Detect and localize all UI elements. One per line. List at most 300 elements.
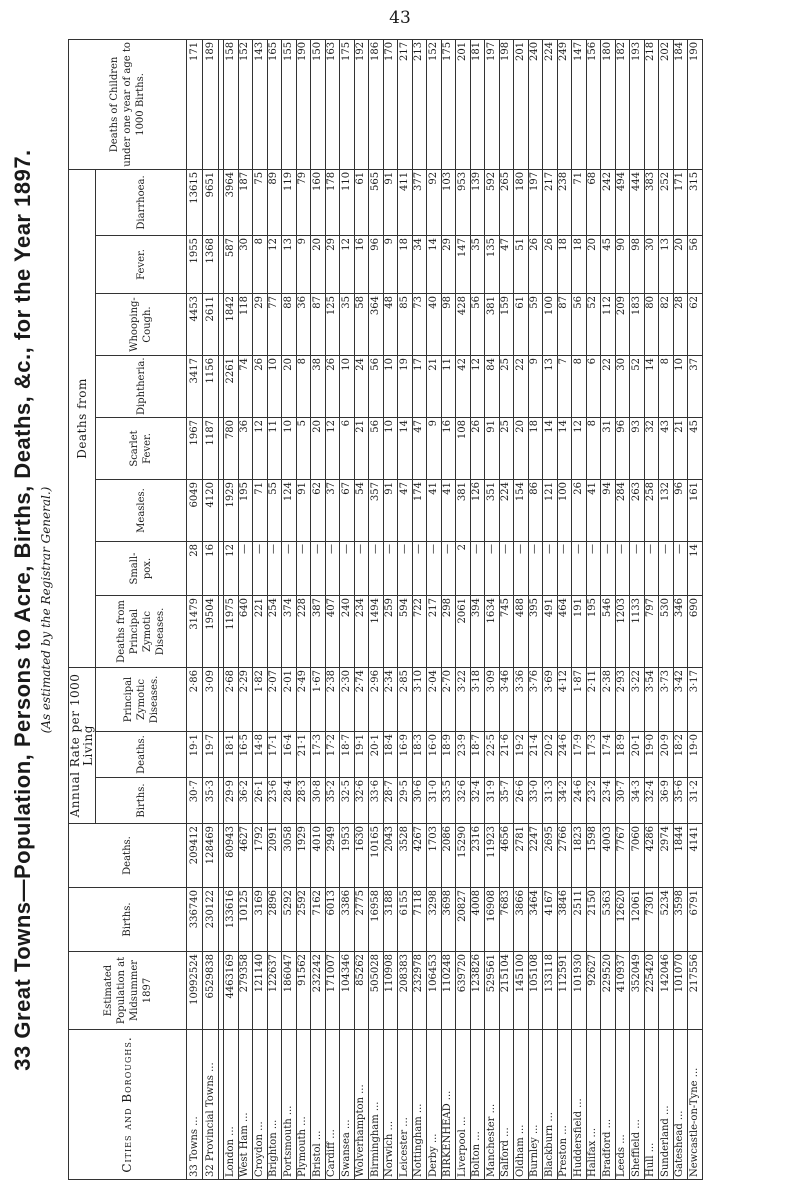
city-name-cell: Hull ... (644, 1030, 659, 1180)
cell-zymotic-deaths: 594 (398, 595, 413, 667)
cell-whooping-cough: 35 (340, 293, 355, 355)
cell-population: 110248 (441, 952, 456, 1030)
cell-smallpox: — (543, 541, 558, 595)
cell-smallpox: — (412, 541, 427, 595)
cell-diphtheria: 10 (340, 355, 355, 417)
cell-birth-rate: 31·0 (427, 778, 442, 824)
cell-zymotic-deaths: 346 (673, 595, 688, 667)
cell-whooping-cough: 87 (557, 293, 572, 355)
cell-fever: 98 (630, 235, 645, 293)
cell-birth-rate: 34·3 (630, 778, 645, 824)
cell-infant: 182 (615, 39, 630, 169)
table-row (441, 39, 456, 1179)
cell-whooping-cough: 40 (427, 293, 442, 355)
cell-diarrhoea: 265 (499, 169, 514, 235)
table-row (586, 39, 601, 1179)
cell-measles: 126 (470, 479, 485, 541)
cell-diphtheria: 25 (499, 355, 514, 417)
cell-diarrhoea: 444 (630, 169, 645, 235)
cell-measles: 86 (528, 479, 543, 541)
cell-infant: 163 (325, 39, 340, 169)
cell-death-rate: 18·4 (383, 732, 398, 778)
table-row (601, 39, 616, 1179)
cell-diarrhoea: 79 (296, 169, 311, 235)
cell-birth-rate: 35·7 (499, 778, 514, 824)
cell-zymotic-rate: 3·42 (673, 667, 688, 731)
cell-birth-rate: 33·5 (441, 778, 456, 824)
cell-zymotic-rate: 2·38 (601, 667, 616, 731)
cell-population: 171007 (325, 952, 340, 1030)
header-scarlet-fever: Scarlet Fever. (96, 417, 187, 479)
cell-infant: 193 (630, 39, 645, 169)
cell-scarlet-fever: 8 (586, 417, 601, 479)
cell-diarrhoea: 953 (456, 169, 471, 235)
cell-infant: 175 (441, 39, 456, 169)
cell-zymotic-rate: 3·22 (630, 667, 645, 731)
cell-birth-rate: 31·2 (688, 778, 703, 824)
cell-fever: 26 (543, 235, 558, 293)
city-name-cell: BIRKENHEAD ... (441, 1030, 456, 1180)
table-row (311, 39, 326, 1179)
cell-scarlet-fever: 32 (644, 417, 659, 479)
city-name-cell: Plymouth ... (296, 1030, 311, 1180)
cell-population: 104346 (340, 952, 355, 1030)
city-name-cell: Salford ... (499, 1030, 514, 1180)
cell-birth-rate: 32·5 (340, 778, 355, 824)
city-name-cell: Derby ... (427, 1030, 442, 1180)
cell-diphtheria: 20 (282, 355, 297, 417)
cell-zymotic-deaths: 546 (601, 595, 616, 667)
cell-zymotic-rate: 3·09 (485, 667, 500, 731)
cell-infant: 213 (412, 39, 427, 169)
cell-smallpox: — (427, 541, 442, 595)
cell-diphtheria: 21 (427, 355, 442, 417)
cell-diphtheria: 37 (688, 355, 703, 417)
table-row (659, 39, 674, 1179)
cell-fever: 47 (499, 235, 514, 293)
header-zymotic-deaths: Deaths from Principal Zymotic Diseases. (96, 595, 187, 667)
cell-measles: 6049 (187, 479, 203, 541)
cell-smallpox: 12 (224, 541, 239, 595)
cell-zymotic-deaths: 745 (499, 595, 514, 667)
cell-birth-rate: 30·6 (412, 778, 427, 824)
cell-diphtheria: 10 (673, 355, 688, 417)
cell-births: 7683 (499, 888, 514, 952)
cell-births: 3866 (514, 888, 529, 952)
cell-diphtheria: 17 (412, 355, 427, 417)
cell-diarrhoea: 178 (325, 169, 340, 235)
table-row (557, 39, 572, 1179)
cell-scarlet-fever: 36 (238, 417, 253, 479)
cell-diarrhoea: 68 (586, 169, 601, 235)
city-name-cell: Sunderland ... (659, 1030, 674, 1180)
cell-infant: 240 (528, 39, 543, 169)
cell-whooping-cough: 29 (253, 293, 268, 355)
city-name-cell: Bradford ... (601, 1030, 616, 1180)
cell-diphtheria: 6 (586, 355, 601, 417)
cell-smallpox: — (572, 541, 587, 595)
cell-smallpox: — (485, 541, 500, 595)
cell-fever: 18 (398, 235, 413, 293)
cell-deaths: 4656 (499, 824, 514, 888)
cell-whooping-cough: 4453 (187, 293, 203, 355)
cell-scarlet-fever: 6 (340, 417, 355, 479)
cell-diphtheria: 74 (238, 355, 253, 417)
cell-zymotic-deaths: 464 (557, 595, 572, 667)
cell-population: 352049 (630, 952, 645, 1030)
cell-fever: 96 (369, 235, 384, 293)
city-name-cell: Nottingham ... (412, 1030, 427, 1180)
cell-diphtheria: 8 (659, 355, 674, 417)
table-row (296, 39, 311, 1179)
header-deaths: Deaths. (69, 824, 187, 888)
cell-smallpox: — (354, 541, 369, 595)
cell-smallpox: 28 (187, 541, 203, 595)
cell-births: 2150 (586, 888, 601, 952)
cell-scarlet-fever: 5 (296, 417, 311, 479)
cell-diarrhoea: 89 (267, 169, 282, 235)
cell-death-rate: 18·2 (673, 732, 688, 778)
cell-zymotic-deaths: 374 (282, 595, 297, 667)
cell-whooping-cough: 77 (267, 293, 282, 355)
cell-birth-rate: 32·6 (456, 778, 471, 824)
cell-diphtheria: 10 (267, 355, 282, 417)
page-number: 43 (389, 8, 411, 28)
cell-death-rate: 18·9 (615, 732, 630, 778)
table-row (499, 39, 514, 1179)
cell-births: 2511 (572, 888, 587, 952)
cell-scarlet-fever: 14 (557, 417, 572, 479)
cell-deaths: 4286 (644, 824, 659, 888)
cell-zymotic-rate: 3·73 (659, 667, 674, 731)
cell-population: 101930 (572, 952, 587, 1030)
cell-scarlet-fever: 26 (470, 417, 485, 479)
cell-infant: 152 (427, 39, 442, 169)
cell-fever: 34 (412, 235, 427, 293)
cell-zymotic-deaths: 387 (311, 595, 326, 667)
cell-population: 105108 (528, 952, 543, 1030)
cell-population: 410937 (615, 952, 630, 1030)
cell-population: 112591 (557, 952, 572, 1030)
cell-scarlet-fever: 10 (383, 417, 398, 479)
cell-death-rate: 21·4 (528, 732, 543, 778)
cell-zymotic-rate: 4·12 (557, 667, 572, 731)
cell-zymotic-rate: 2·30 (340, 667, 355, 731)
cell-population: 229520 (601, 952, 616, 1030)
cell-diarrhoea: 139 (470, 169, 485, 235)
cell-birth-rate: 35·3 (203, 778, 219, 824)
cell-zymotic-deaths: 217 (427, 595, 442, 667)
cell-infant: 186 (369, 39, 384, 169)
cell-scarlet-fever: 18 (528, 417, 543, 479)
cell-zymotic-deaths: 228 (296, 595, 311, 667)
cell-death-rate: 20·9 (659, 732, 674, 778)
cell-zymotic-deaths: 234 (354, 595, 369, 667)
cell-death-rate: 17·3 (586, 732, 601, 778)
cell-measles: 4120 (203, 479, 219, 541)
cell-whooping-cough: 159 (499, 293, 514, 355)
cell-birth-rate: 28·3 (296, 778, 311, 824)
cell-scarlet-fever: 93 (630, 417, 645, 479)
cell-death-rate: 18·3 (412, 732, 427, 778)
cell-diphtheria: 3417 (187, 355, 203, 417)
cell-diphtheria: 24 (354, 355, 369, 417)
cell-infant: 181 (470, 39, 485, 169)
cell-scarlet-fever: 12 (325, 417, 340, 479)
cell-diarrhoea: 160 (311, 169, 326, 235)
table-row (267, 39, 282, 1179)
table-row (369, 39, 384, 1179)
cell-measles: 154 (514, 479, 529, 541)
cell-infant: 201 (456, 39, 471, 169)
cell-fever: 1955 (187, 235, 203, 293)
cell-zymotic-deaths: 407 (325, 595, 340, 667)
cell-zymotic-rate: 2·29 (238, 667, 253, 731)
cell-population: 505028 (369, 952, 384, 1030)
cell-deaths: 2766 (557, 824, 572, 888)
cell-scarlet-fever: 21 (354, 417, 369, 479)
cell-population: 92627 (586, 952, 601, 1030)
cell-zymotic-rate: 2·11 (586, 667, 601, 731)
cell-births: 3298 (427, 888, 442, 952)
cell-zymotic-deaths: 797 (644, 595, 659, 667)
cell-measles: 195 (238, 479, 253, 541)
cell-diphtheria: 22 (601, 355, 616, 417)
cell-diarrhoea: 110 (340, 169, 355, 235)
cell-birth-rate: 28·7 (383, 778, 398, 824)
cell-measles: 26 (572, 479, 587, 541)
table-row (470, 39, 485, 1179)
cell-fever: 135 (485, 235, 500, 293)
cell-death-rate: 20·2 (543, 732, 558, 778)
cell-zymotic-rate: 3·22 (456, 667, 471, 731)
cell-birth-rate: 35·2 (325, 778, 340, 824)
cell-population: 142046 (659, 952, 674, 1030)
cell-birth-rate: 36·9 (659, 778, 674, 824)
cell-whooping-cough: 58 (354, 293, 369, 355)
cell-zymotic-deaths: 221 (253, 595, 268, 667)
table-row (673, 39, 688, 1179)
city-name-cell: Burnley ... (528, 1030, 543, 1180)
cell-fever: 8 (253, 235, 268, 293)
cell-whooping-cough: 125 (325, 293, 340, 355)
city-name-cell: Cardiff ... (325, 1030, 340, 1180)
header-death-rate: Deaths. (96, 732, 187, 778)
table-row (456, 39, 471, 1179)
cell-births: 336740 (187, 888, 203, 952)
city-name-cell: Norwich ... (383, 1030, 398, 1180)
cell-births: 2775 (354, 888, 369, 952)
cell-diarrhoea: 565 (369, 169, 384, 235)
cell-death-rate: 16·5 (238, 732, 253, 778)
cell-birth-rate: 33·0 (528, 778, 543, 824)
cell-scarlet-fever: 20 (311, 417, 326, 479)
cell-births: 7162 (311, 888, 326, 952)
cell-smallpox: — (470, 541, 485, 595)
cell-zymotic-rate: 3·69 (543, 667, 558, 731)
cell-deaths: 1929 (296, 824, 311, 888)
cell-death-rate: 20·1 (369, 732, 384, 778)
cell-diarrhoea: 592 (485, 169, 500, 235)
cell-deaths: 1703 (427, 824, 442, 888)
header-diarrhoea: Diarrhoea. (96, 169, 187, 235)
cell-diphtheria: 11 (441, 355, 456, 417)
cell-death-rate: 19·0 (644, 732, 659, 778)
city-name-cell: Sheffield ... (630, 1030, 645, 1180)
cell-measles: 62 (311, 479, 326, 541)
cell-fever: 20 (673, 235, 688, 293)
cell-infant: 190 (688, 39, 703, 169)
cell-diphtheria: 22 (514, 355, 529, 417)
cell-births: 16908 (485, 888, 500, 952)
page-subtitle: (As estimated by the Registrar General.) (39, 486, 53, 734)
cell-births: 3464 (528, 888, 543, 952)
cell-smallpox: — (253, 541, 268, 595)
cell-whooping-cough: 209 (615, 293, 630, 355)
cell-scarlet-fever: 20 (514, 417, 529, 479)
cell-fever: 14 (427, 235, 442, 293)
cell-measles: 284 (615, 479, 630, 541)
cell-whooping-cough: 73 (412, 293, 427, 355)
cell-infant: 147 (572, 39, 587, 169)
cell-zymotic-rate: 3·18 (470, 667, 485, 731)
cell-whooping-cough: 61 (514, 293, 529, 355)
cell-zymotic-rate: 2·04 (427, 667, 442, 731)
cell-deaths: 1598 (586, 824, 601, 888)
cell-population: 208383 (398, 952, 413, 1030)
cell-population: 122637 (267, 952, 282, 1030)
city-name-cell: Preston ... (557, 1030, 572, 1180)
cell-birth-rate: 30·7 (615, 778, 630, 824)
city-name-cell: 32 Provincial Towns ... (203, 1030, 219, 1180)
city-name-cell: Swansea ... (340, 1030, 355, 1180)
cell-measles: 381 (456, 479, 471, 541)
cell-whooping-cough: 62 (688, 293, 703, 355)
cell-birth-rate: 32·6 (354, 778, 369, 824)
cell-zymotic-deaths: 19504 (203, 595, 219, 667)
cell-deaths: 11923 (485, 824, 500, 888)
statistics-table-container (68, 40, 788, 1180)
cell-scarlet-fever: 91 (485, 417, 500, 479)
cell-deaths: 4003 (601, 824, 616, 888)
cell-deaths: 2316 (470, 824, 485, 888)
cell-deaths: 1844 (673, 824, 688, 888)
cell-deaths: 128469 (203, 824, 219, 888)
cell-diphtheria: 10 (383, 355, 398, 417)
city-name-cell: Leeds ... (615, 1030, 630, 1180)
cell-deaths: 2091 (267, 824, 282, 888)
cell-births: 10125 (238, 888, 253, 952)
cell-zymotic-deaths: 298 (441, 595, 456, 667)
cell-population: 217556 (688, 952, 703, 1030)
table-row (514, 39, 529, 1179)
cell-death-rate: 18·7 (340, 732, 355, 778)
header-city: Cities and Boroughs. (69, 1030, 187, 1180)
cell-diphtheria: 56 (369, 355, 384, 417)
cell-zymotic-rate: 3·76 (528, 667, 543, 731)
header-measles: Measles. (96, 479, 187, 541)
cell-births: 6013 (325, 888, 340, 952)
cell-diphtheria: 84 (485, 355, 500, 417)
cell-zymotic-deaths: 1494 (369, 595, 384, 667)
cell-diarrhoea: 494 (615, 169, 630, 235)
cell-zymotic-deaths: 488 (514, 595, 529, 667)
cell-diarrhoea: 103 (441, 169, 456, 235)
cell-diarrhoea: 92 (427, 169, 442, 235)
cell-scarlet-fever: 10 (282, 417, 297, 479)
header-zymotic-rate: Principal Zymotic Diseases. (96, 667, 187, 731)
cell-zymotic-rate: 1·87 (572, 667, 587, 731)
cell-deaths: 2247 (528, 824, 543, 888)
cell-births: 3598 (673, 888, 688, 952)
cell-death-rate: 19·0 (688, 732, 703, 778)
cell-scarlet-fever: 25 (499, 417, 514, 479)
cell-births: 12061 (630, 888, 645, 952)
cell-diarrhoea: 9651 (203, 169, 219, 235)
cell-scarlet-fever: 31 (601, 417, 616, 479)
header-deaths-from: Deaths from (69, 169, 96, 667)
cell-smallpox: — (311, 541, 326, 595)
header-whooping-cough: Whooping-Cough. (96, 293, 187, 355)
cell-whooping-cough: 1842 (224, 293, 239, 355)
city-name-cell: Oldham ... (514, 1030, 529, 1180)
table-row (572, 39, 587, 1179)
cell-smallpox: 2 (456, 541, 471, 595)
city-name-cell: Liverpool ... (456, 1030, 471, 1180)
cell-birth-rate: 32·4 (644, 778, 659, 824)
cell-infant: 249 (557, 39, 572, 169)
cell-measles: 351 (485, 479, 500, 541)
cell-diarrhoea: 13615 (187, 169, 203, 235)
cell-whooping-cough: 56 (470, 293, 485, 355)
cell-zymotic-deaths: 395 (528, 595, 543, 667)
cell-births: 230122 (203, 888, 219, 952)
cell-zymotic-rate: 2·01 (282, 667, 297, 731)
cell-diarrhoea: 252 (659, 169, 674, 235)
cell-measles: 37 (325, 479, 340, 541)
cell-smallpox: — (557, 541, 572, 595)
cell-infant: 189 (203, 39, 219, 169)
cell-measles: 41 (441, 479, 456, 541)
cell-infant: 171 (187, 39, 203, 169)
table-row (528, 39, 543, 1179)
cell-scarlet-fever: 56 (369, 417, 384, 479)
cell-scarlet-fever: 21 (673, 417, 688, 479)
cell-diphtheria: 12 (470, 355, 485, 417)
city-name-cell: Brighton ... (267, 1030, 282, 1180)
cell-death-rate: 19·7 (203, 732, 219, 778)
cell-infant: 217 (398, 39, 413, 169)
cell-population: 215104 (499, 952, 514, 1030)
cell-smallpox: — (369, 541, 384, 595)
city-name-cell: Wolverhampton ... (354, 1030, 369, 1180)
cell-deaths: 4141 (688, 824, 703, 888)
cell-infant: 150 (311, 39, 326, 169)
table-row (282, 39, 297, 1179)
cell-diarrhoea: 171 (673, 169, 688, 235)
table-row (543, 39, 558, 1179)
cell-death-rate: 21·6 (499, 732, 514, 778)
cell-births: 6155 (398, 888, 413, 952)
cell-measles: 54 (354, 479, 369, 541)
cell-measles: 41 (586, 479, 601, 541)
table-row (485, 39, 500, 1179)
cell-smallpox: — (441, 541, 456, 595)
cell-deaths: 7767 (615, 824, 630, 888)
cell-fever: 30 (238, 235, 253, 293)
cell-population: 529561 (485, 952, 500, 1030)
cell-zymotic-deaths: 191 (572, 595, 587, 667)
